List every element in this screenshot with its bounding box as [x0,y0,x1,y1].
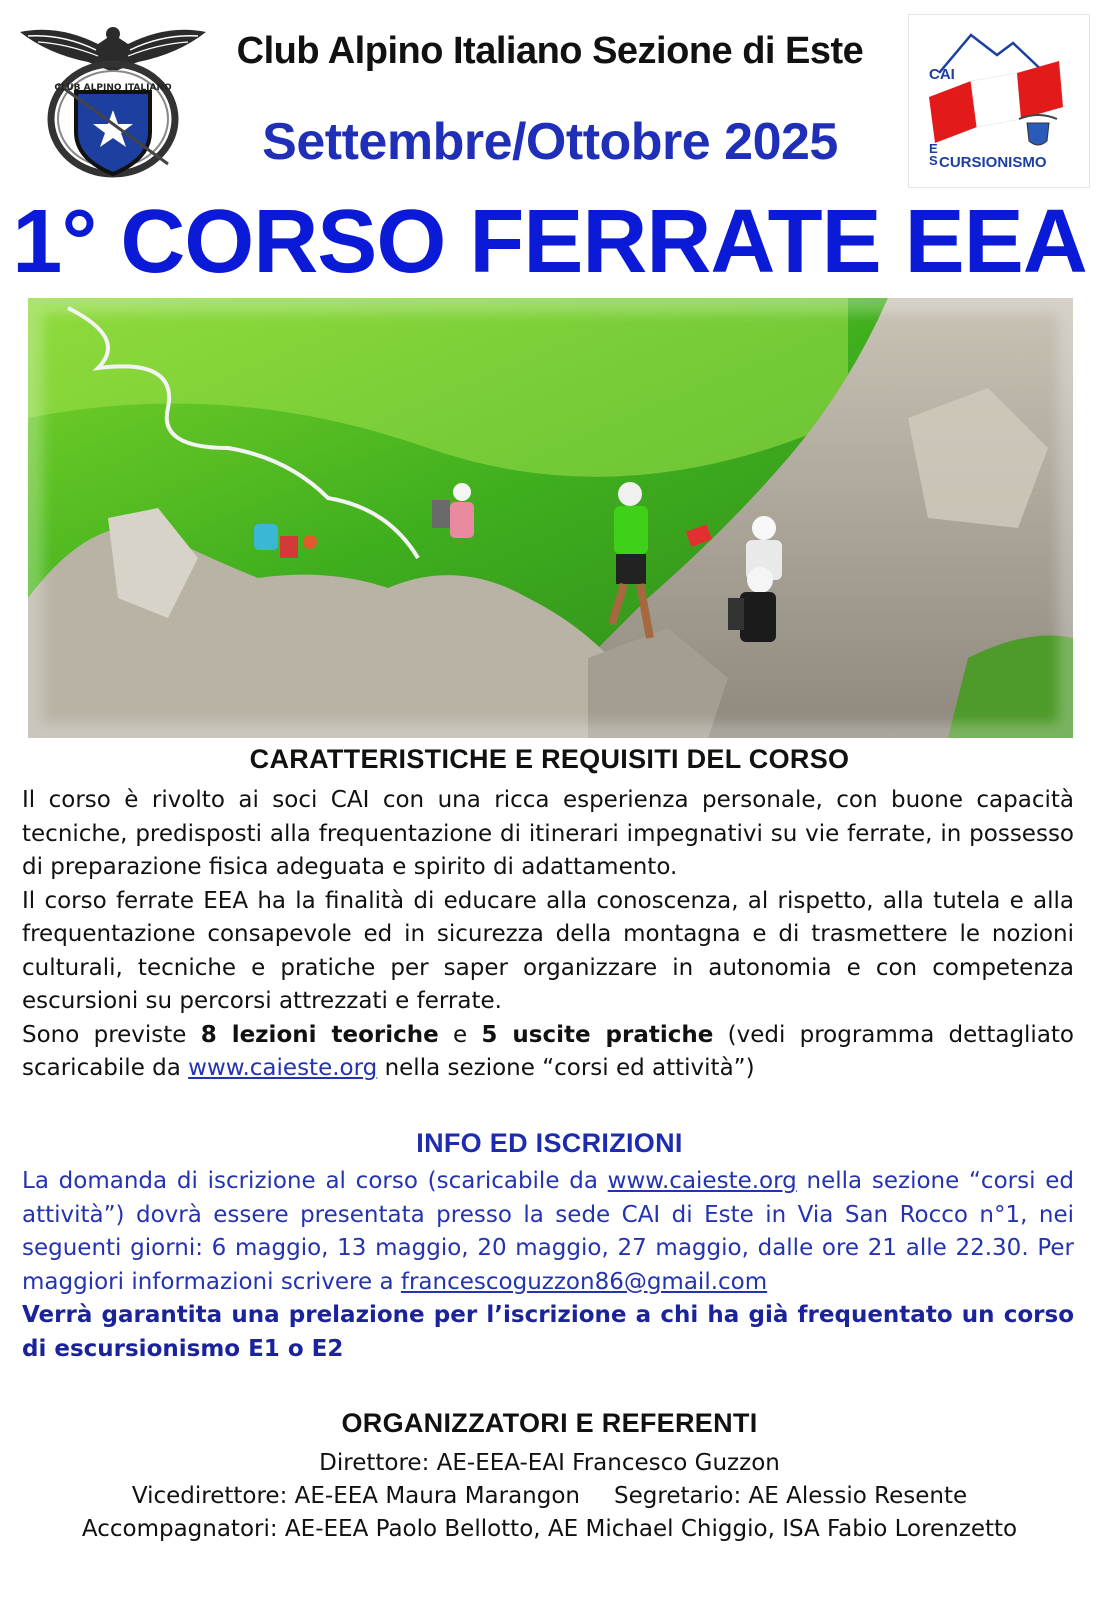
p3-text-a: Sono previste [22,1021,201,1048]
theory-lessons-count: 8 lezioni teoriche [200,1021,439,1048]
companions-line [0,1513,1099,1546]
features-text [22,784,1074,1086]
info-text-b: nella sezione “corsi ed attività”) dovrà essere presentata presso la sede CAI di Este in Via San Rocco n°1, nei seguenti giorni: 6 maggio, 13 maggio, 20 maggio, 27 maggio, dalle ore 21 alle 22.30. Per maggiori informazioni scrivere a [22,1168,1074,1295]
practical-outings-count: 5 uscite pratiche [481,1021,714,1048]
cai-eagle-logo [18,14,208,184]
secretary-role: Segretario: [614,1483,742,1509]
info-text [22,1165,1074,1366]
vice-role: Vicedirettore: [131,1483,288,1509]
course-title: 1° CORSO FERRATE EEA [12,192,1087,292]
director-role: Direttore: [319,1450,430,1476]
climbers-photo [28,298,1073,738]
info-paragraph [22,1165,1074,1299]
info-heading: INFO ED ISCRIZIONI [416,1128,683,1158]
info-text-a: La domanda di iscrizione al corso (scaricabile da [22,1168,608,1194]
esc-logo-s: S [929,153,938,168]
club-name: Club Alpino Italiano Sezione di Este [236,30,864,72]
caieste-link[interactable]: www.caieste.org [188,1055,378,1081]
secretary-name: AE Alessio Resente [741,1483,968,1509]
features-paragraph-1: Il corso è rivolto ai soci CAI con una ricca esperienza personale, con buone capacità tecniche, predisposti alla frequentazione di itinerari impegnativi su vie ferrate, in possesso di preparazione fisica adeguata e spirito di adattamento. [22,787,1074,880]
cai-logo-label [54,83,172,93]
info-caieste-link[interactable]: www.caieste.org [607,1168,797,1194]
director-line [0,1447,1099,1480]
vice-name: AE-EEA Maura Marangon [287,1483,581,1509]
organizers-heading: ORGANIZZATORI E REFERENTI [341,1408,758,1438]
escursionismo-logo [908,14,1090,188]
features-paragraph-2: Il corso ferrate EEA ha la finalità di educare alla conoscenza, al rispetto, alla tutela e alla frequentazione consapevole ed in sicurezza della montagna e di trasmettere le nozioni culturali, tecniche e pratiche per saper organizzare in autonomia e con competenza escursioni su percorsi attrezzati e ferrate. [22,887,1074,1014]
priority-notice: Verrà garantita una prelazione per l’iscrizione a chi ha già frequentato un corso di escursionismo E1 o E2 [22,1302,1074,1362]
vice-secretary-line [0,1480,1099,1513]
esc-logo-cai: CAI [929,66,955,83]
season-dates: Settembre/Ottobre 2025 [262,113,838,171]
p3-text-f: nella sezione “corsi ed attività”) [377,1055,755,1081]
p3-text-c: e [438,1021,482,1048]
features-paragraph-3 [22,1019,1074,1086]
features-heading: CARATTERISTICHE E REQUISITI DEL CORSO [249,744,850,774]
esc-logo-e: E [929,141,938,156]
companions-names: AE-EEA Paolo Bellotto, AE Michael Chiggio, ISA Fabio Lorenzetto [277,1516,1018,1542]
svg-text:CLUB ALPINO ITALIANO: CLUB ALPINO ITALIANO [54,83,172,93]
director-name: AE-EEA-EAI Francesco Guzzon [429,1450,780,1476]
companions-role: Accompagnatori: [81,1516,278,1542]
contact-email-link[interactable]: francescoguzzon86@gmail.com [400,1268,768,1295]
esc-logo-rest: CURSIONISMO [939,154,1047,171]
p3-text-e: (vedi programma dettagliato scaricabile da [22,1021,1075,1081]
